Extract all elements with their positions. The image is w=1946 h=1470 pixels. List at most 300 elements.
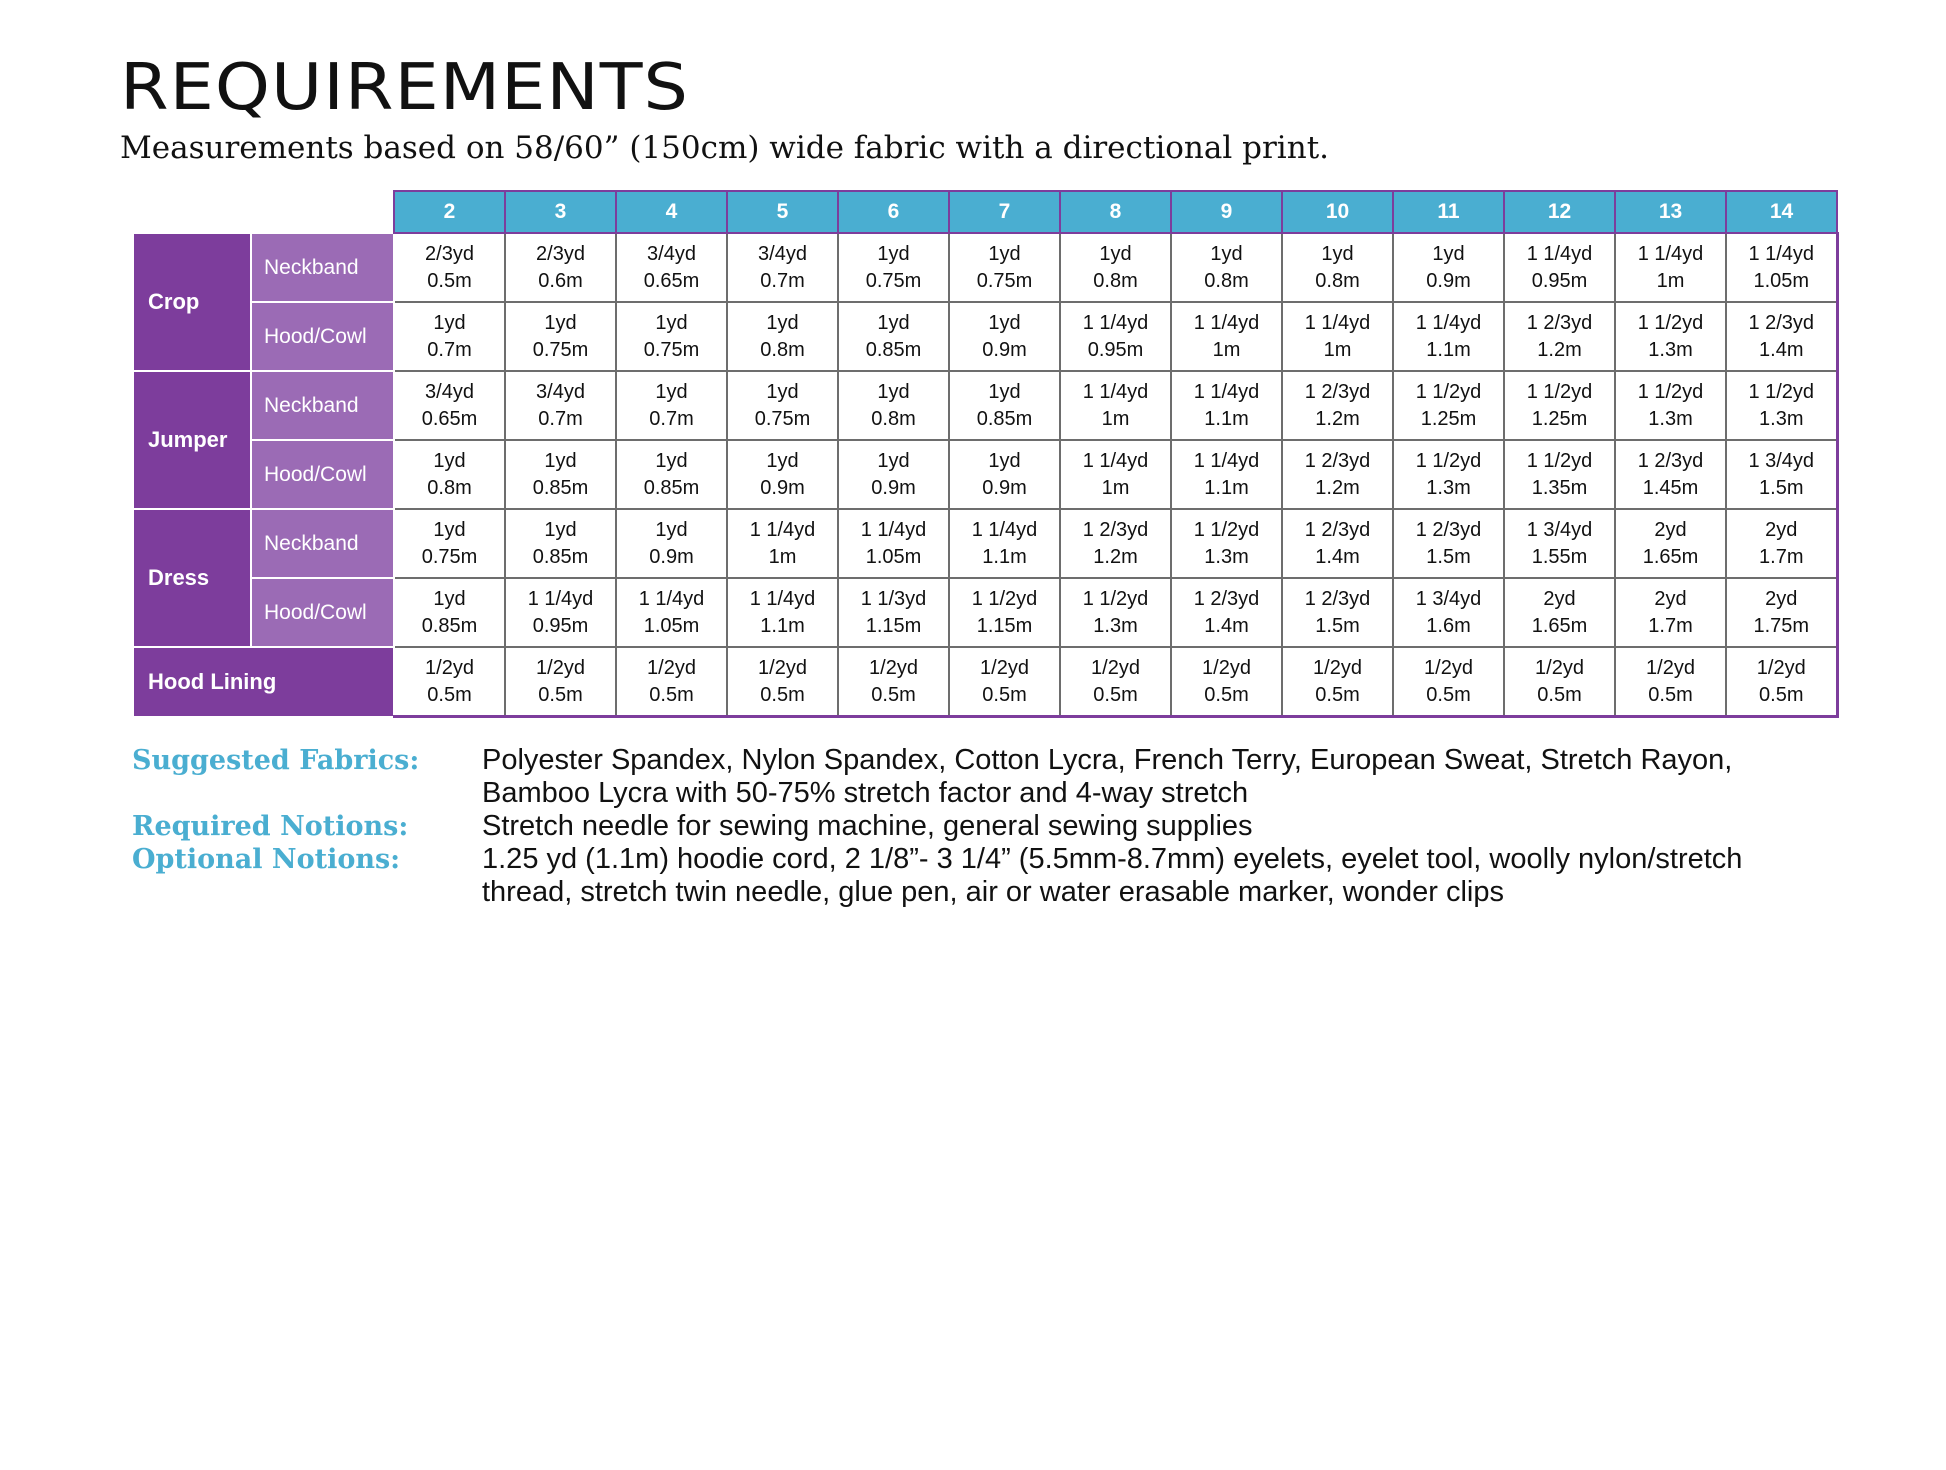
yardage-value: 1yd [1321, 242, 1354, 265]
yardage-value: 1yd [1099, 242, 1132, 265]
metric-value: 1.3m [1093, 614, 1138, 637]
group-label: Crop [133, 233, 251, 371]
metric-value: 1.15m [865, 614, 922, 637]
metric-value: 1.75m [1753, 614, 1810, 637]
table-cell [949, 233, 1060, 302]
table-cell [1171, 440, 1282, 509]
yardage-value: 1 2/3yd [1304, 449, 1371, 472]
requirements-table-body [133, 233, 1837, 717]
table-cell [1060, 509, 1171, 578]
metric-value: 1.45m [1642, 476, 1699, 499]
metric-value: 0.8m [427, 476, 472, 499]
metric-value: 0.8m [1204, 269, 1249, 292]
table-cell [505, 233, 616, 302]
yardage-value: 1 1/4yd [527, 587, 594, 610]
table-cell [1615, 578, 1726, 647]
metric-value: 0.6m [538, 269, 583, 292]
table-cell [1171, 509, 1282, 578]
metric-value: 0.5m [649, 683, 694, 706]
metric-value: 0.7m [538, 407, 583, 430]
table-cell [616, 233, 727, 302]
size-header: 4 [616, 191, 727, 233]
metric-value: 0.85m [865, 338, 922, 361]
yardage-value: 1 2/3yd [1637, 449, 1704, 472]
table-cell [1504, 233, 1615, 302]
metric-value: 0.75m [976, 269, 1033, 292]
table-cell [1615, 440, 1726, 509]
metric-value: 0.75m [421, 545, 478, 568]
yardage-value: 1yd [655, 449, 688, 472]
table-cell [1060, 302, 1171, 371]
note-text: Polyester Spandex, Nylon Spandex, Cotton Lycra, French Terry, European Sweat, Stretch Rayon, Bamboo Lycra with 50-75% stretch factor and 4-way stretch [482, 744, 1733, 809]
metric-value: 1.25m [1531, 407, 1588, 430]
metric-value: 1.3m [1648, 338, 1693, 361]
yardage-value: 1/2yd [425, 656, 474, 679]
table-cell [394, 302, 505, 371]
table-cell [1282, 440, 1393, 509]
size-header: 6 [838, 191, 949, 233]
metric-value: 1.3m [1648, 407, 1693, 430]
group-label: Hood Lining [133, 647, 394, 717]
table-cell [1504, 509, 1615, 578]
table-cell [1726, 509, 1837, 578]
table-cell [505, 302, 616, 371]
table-cell [1504, 371, 1615, 440]
yardage-value: 1/2yd [1535, 656, 1584, 679]
yardage-value: 1/2yd [1202, 656, 1251, 679]
table-cell [505, 509, 616, 578]
table-cell [838, 647, 949, 717]
table-cell [727, 509, 838, 578]
metric-value: 0.5m [1315, 683, 1360, 706]
table-cell [1282, 578, 1393, 647]
yardage-value: 1/2yd [1756, 656, 1806, 679]
metric-value: 0.75m [532, 338, 589, 361]
yardage-value: 1 1/4yd [1193, 449, 1260, 472]
table-cell [1393, 440, 1504, 509]
metric-value: 0.85m [643, 476, 700, 499]
yardage-value: 1/2yd [647, 656, 696, 679]
yardage-value: 1 1/4yd [1415, 311, 1482, 334]
group-label: Dress [133, 509, 251, 647]
metric-value: 0.85m [421, 614, 478, 637]
row-label: Hood/Cowl [251, 440, 394, 509]
metric-value: 0.8m [871, 407, 916, 430]
notes-section [132, 744, 1832, 909]
table-cell [1726, 578, 1837, 647]
note-required-notions [132, 810, 1832, 843]
table-row [133, 440, 1837, 509]
yardage-value: 1 1/4yd [638, 587, 705, 610]
yardage-value: 1 1/2yd [1637, 380, 1704, 403]
yardage-value: 1 1/2yd [1748, 380, 1815, 403]
yardage-value: 1yd [766, 449, 799, 472]
note-text: 1.25 yd (1.1m) hoodie cord, 2 1/8”- 3 1/4” (5.5mm-8.7mm) eyelets, eyelet tool, woolly nylon/stretch thread, stretch twin needle, glue pen, air or water erasable marker, wonder clips [482, 843, 1743, 908]
yardage-value: 1/2yd [1646, 656, 1695, 679]
table-cell [1393, 647, 1504, 717]
yardage-value: 1yd [433, 587, 466, 610]
table-cell [616, 578, 727, 647]
table-corner [133, 191, 394, 233]
table-cell [394, 371, 505, 440]
metric-value: 0.95m [1087, 338, 1144, 361]
yardage-value: 1 2/3yd [1526, 311, 1593, 334]
metric-value: 1.4m [1204, 614, 1249, 637]
metric-value: 0.75m [643, 338, 700, 361]
yardage-value: 1 1/2yd [1193, 518, 1260, 541]
table-cell [1726, 233, 1837, 302]
table-cell [394, 578, 505, 647]
yardage-value: 1yd [544, 311, 577, 334]
yardage-value: 1 1/4yd [971, 518, 1038, 541]
table-cell [838, 233, 949, 302]
table-cell [616, 371, 727, 440]
yardage-value: 1 2/3yd [1748, 311, 1815, 334]
yardage-value: 1yd [877, 242, 910, 265]
yardage-value: 3/4yd [536, 380, 585, 403]
yardage-value: 1yd [988, 242, 1021, 265]
table-cell [1282, 371, 1393, 440]
yardage-value: 1yd [877, 380, 910, 403]
yardage-value: 1 1/4yd [1748, 242, 1815, 265]
table-cell [1726, 647, 1837, 717]
table-row [133, 302, 1837, 371]
yardage-value: 2yd [1654, 518, 1687, 541]
metric-value: 1.6m [1426, 614, 1471, 637]
metric-value: 1.4m [1315, 545, 1360, 568]
yardage-value: 1 3/4yd [1526, 518, 1593, 541]
table-cell [616, 509, 727, 578]
table-cell [505, 578, 616, 647]
yardage-value: 1 1/4yd [1082, 311, 1149, 334]
table-cell [1615, 647, 1726, 717]
metric-value: 0.7m [427, 338, 472, 361]
yardage-value: 1yd [1432, 242, 1465, 265]
yardage-value: 1 1/2yd [1526, 449, 1593, 472]
yardage-value: 1 1/4yd [1193, 311, 1260, 334]
yardage-value: 1 1/2yd [1415, 449, 1482, 472]
size-header: 9 [1171, 191, 1282, 233]
yardage-value: 1yd [433, 449, 466, 472]
metric-value: 1.5m [1315, 614, 1360, 637]
yardage-value: 1 2/3yd [1304, 380, 1371, 403]
metric-value: 1.35m [1531, 476, 1588, 499]
metric-value: 0.85m [976, 407, 1033, 430]
yardage-value: 1yd [766, 380, 799, 403]
metric-value: 1.05m [865, 545, 922, 568]
yardage-value: 1yd [433, 311, 466, 334]
note-suggested-fabrics [132, 744, 1832, 810]
table-row [133, 233, 1837, 302]
yardage-value: 3/4yd [647, 242, 696, 265]
yardage-value: 1 1/4yd [749, 518, 816, 541]
note-text: Stretch needle for sewing machine, general sewing supplies [482, 810, 1253, 842]
table-cell [949, 371, 1060, 440]
yardage-value: 1/2yd [869, 656, 918, 679]
metric-value: 0.85m [532, 545, 589, 568]
yardage-value: 1yd [766, 311, 799, 334]
size-header: 5 [727, 191, 838, 233]
yardage-value: 1yd [433, 518, 466, 541]
table-cell [838, 302, 949, 371]
table-cell [1171, 371, 1282, 440]
metric-value: 0.5m [760, 683, 805, 706]
table-cell [727, 647, 838, 717]
metric-value: 0.9m [982, 476, 1027, 499]
table-cell [505, 371, 616, 440]
table-cell [1504, 578, 1615, 647]
metric-value: 1.1m [760, 614, 805, 637]
table-cell [616, 440, 727, 509]
metric-value: 1.2m [1537, 338, 1582, 361]
size-header: 10 [1282, 191, 1393, 233]
table-cell [949, 578, 1060, 647]
metric-value: 1m [768, 545, 797, 568]
yardage-value: 1 1/2yd [1526, 380, 1593, 403]
table-cell [1282, 302, 1393, 371]
metric-value: 0.8m [1093, 269, 1138, 292]
size-header: 3 [505, 191, 616, 233]
metric-value: 0.5m [871, 683, 916, 706]
yardage-value: 1 1/4yd [1304, 311, 1371, 334]
metric-value: 1.1m [1204, 476, 1249, 499]
metric-value: 0.5m [1537, 683, 1582, 706]
table-cell [1282, 233, 1393, 302]
metric-value: 0.5m [982, 683, 1027, 706]
group-label: Jumper [133, 371, 251, 509]
yardage-value: 1 3/4yd [1415, 587, 1482, 610]
table-cell [1171, 233, 1282, 302]
metric-value: 1.1m [1426, 338, 1471, 361]
yardage-value: 1 1/2yd [1637, 311, 1704, 334]
metric-value: 1.5m [1759, 476, 1804, 499]
table-cell [949, 509, 1060, 578]
table-cell [1393, 578, 1504, 647]
yardage-value: 3/4yd [425, 380, 474, 403]
yardage-value: 2yd [1765, 518, 1798, 541]
metric-value: 1m [1212, 338, 1241, 361]
yardage-value: 2yd [1765, 587, 1798, 610]
note-label: Optional Notions: [132, 844, 401, 875]
yardage-value: 1/2yd [1424, 656, 1473, 679]
page-title: REQUIREMENTS [120, 49, 689, 125]
metric-value: 1m [1323, 338, 1352, 361]
metric-value: 0.9m [649, 545, 694, 568]
metric-value: 0.5m [1648, 683, 1693, 706]
table-cell [1171, 302, 1282, 371]
yardage-value: 1 1/4yd [1082, 380, 1149, 403]
table-cell [1504, 302, 1615, 371]
size-header: 2 [394, 191, 505, 233]
metric-value: 0.7m [760, 269, 805, 292]
table-cell [1171, 647, 1282, 717]
table-cell [838, 578, 949, 647]
yardage-value: 1yd [544, 518, 577, 541]
metric-value: 0.85m [532, 476, 589, 499]
metric-value: 1.3m [1759, 407, 1804, 430]
table-cell [838, 371, 949, 440]
table-cell [727, 233, 838, 302]
table-cell [1393, 302, 1504, 371]
table-cell [949, 440, 1060, 509]
yardage-value: 1/2yd [1313, 656, 1362, 679]
note-label: Required Notions: [132, 811, 409, 842]
table-cell [394, 440, 505, 509]
size-header: 8 [1060, 191, 1171, 233]
metric-value: 1m [1656, 269, 1685, 292]
size-header: 11 [1393, 191, 1504, 233]
table-cell [1615, 509, 1726, 578]
metric-value: 1.2m [1315, 407, 1360, 430]
metric-value: 0.5m [427, 683, 472, 706]
metric-value: 0.7m [649, 407, 694, 430]
yardage-value: 1 1/4yd [860, 518, 927, 541]
yardage-value: 2yd [1654, 587, 1687, 610]
row-label: Hood/Cowl [251, 302, 394, 371]
metric-value: 1.1m [1204, 407, 1249, 430]
metric-value: 1.65m [1642, 545, 1699, 568]
metric-value: 0.95m [532, 614, 589, 637]
yardage-value: 1yd [988, 311, 1021, 334]
yardage-value: 1yd [988, 380, 1021, 403]
metric-value: 1.3m [1426, 476, 1471, 499]
metric-value: 1.2m [1315, 476, 1360, 499]
yardage-value: 3/4yd [758, 242, 807, 265]
yardage-value: 1 1/2yd [1082, 587, 1149, 610]
table-cell [838, 509, 949, 578]
metric-value: 0.8m [1315, 269, 1360, 292]
table-cell [505, 647, 616, 717]
table-cell [1171, 578, 1282, 647]
table-cell [1504, 440, 1615, 509]
metric-value: 1.2m [1093, 545, 1138, 568]
yardage-value: 1yd [1210, 242, 1243, 265]
table-cell [838, 440, 949, 509]
table-cell [1504, 647, 1615, 717]
size-header: 12 [1504, 191, 1615, 233]
yardage-value: 1yd [544, 449, 577, 472]
table-cell [1393, 233, 1504, 302]
yardage-value: 1 1/3yd [860, 587, 927, 610]
metric-value: 1.3m [1204, 545, 1249, 568]
table-cell [1060, 578, 1171, 647]
size-header-row [133, 191, 1837, 233]
table-cell [949, 302, 1060, 371]
yardage-value: 1yd [655, 311, 688, 334]
row-label: Neckband [251, 371, 394, 440]
yardage-value: 1yd [988, 449, 1021, 472]
requirements-table [132, 190, 1839, 718]
table-cell [394, 233, 505, 302]
metric-value: 1.4m [1759, 338, 1804, 361]
table-cell [727, 371, 838, 440]
yardage-value: 1yd [877, 449, 910, 472]
metric-value: 0.5m [1759, 683, 1804, 706]
size-header: 13 [1615, 191, 1726, 233]
table-row [133, 578, 1837, 647]
metric-value: 0.9m [982, 338, 1027, 361]
metric-value: 0.65m [643, 269, 700, 292]
note-optional-notions [132, 843, 1832, 909]
table-cell [1615, 302, 1726, 371]
table-cell [1726, 302, 1837, 371]
metric-value: 0.9m [760, 476, 805, 499]
table-cell [394, 647, 505, 717]
yardage-value: 1 2/3yd [1082, 518, 1149, 541]
yardage-value: 1 3/4yd [1748, 449, 1815, 472]
yardage-value: 1/2yd [536, 656, 585, 679]
metric-value: 1.65m [1531, 614, 1588, 637]
table-cell [1282, 647, 1393, 717]
table-cell [1726, 371, 1837, 440]
table-cell [1060, 233, 1171, 302]
table-row [133, 647, 1837, 717]
table-cell [505, 440, 616, 509]
table-row [133, 509, 1837, 578]
metric-value: 1.7m [1759, 545, 1804, 568]
metric-value: 1m [1101, 407, 1130, 430]
table-cell [1393, 509, 1504, 578]
metric-value: 0.5m [538, 683, 583, 706]
row-label: Neckband [251, 509, 394, 578]
table-cell [616, 647, 727, 717]
metric-value: 1.5m [1426, 545, 1471, 568]
yardage-value: 1 1/4yd [749, 587, 816, 610]
yardage-value: 1yd [655, 380, 688, 403]
table-cell [727, 440, 838, 509]
yardage-value: 1 2/3yd [1193, 587, 1260, 610]
yardage-value: 1 1/4yd [1193, 380, 1260, 403]
row-label: Neckband [251, 233, 394, 302]
yardage-value: 2/3yd [425, 242, 474, 265]
metric-value: 1.15m [976, 614, 1033, 637]
page-subtitle: Measurements based on 58/60” (150cm) wide fabric with a directional print. [120, 130, 1329, 166]
table-cell [727, 302, 838, 371]
size-header: 7 [949, 191, 1060, 233]
yardage-value: 1 1/4yd [1526, 242, 1593, 265]
table-cell [727, 578, 838, 647]
table-cell [1282, 509, 1393, 578]
metric-value: 1.55m [1531, 545, 1588, 568]
yardage-value: 1/2yd [758, 656, 807, 679]
metric-value: 0.8m [760, 338, 805, 361]
yardage-value: 1 2/3yd [1304, 518, 1371, 541]
yardage-value: 1 1/4yd [1637, 242, 1704, 265]
table-cell [1060, 647, 1171, 717]
metric-value: 0.95m [1531, 269, 1588, 292]
metric-value: 0.75m [754, 407, 811, 430]
metric-value: 0.9m [1426, 269, 1471, 292]
table-cell [1060, 371, 1171, 440]
metric-value: 0.5m [1426, 683, 1471, 706]
table-row [133, 371, 1837, 440]
yardage-value: 1 1/2yd [1415, 380, 1482, 403]
row-label: Hood/Cowl [251, 578, 394, 647]
metric-value: 0.5m [427, 269, 472, 292]
table-cell [949, 647, 1060, 717]
metric-value: 1.1m [982, 545, 1027, 568]
table-cell [1615, 371, 1726, 440]
metric-value: 0.9m [871, 476, 916, 499]
table-cell [1060, 440, 1171, 509]
metric-value: 1m [1101, 476, 1130, 499]
table-cell [1726, 440, 1837, 509]
metric-value: 1.25m [1420, 407, 1477, 430]
metric-value: 0.65m [421, 407, 478, 430]
table-cell [394, 509, 505, 578]
yardage-value: 1 2/3yd [1415, 518, 1482, 541]
yardage-value: 1 2/3yd [1304, 587, 1371, 610]
